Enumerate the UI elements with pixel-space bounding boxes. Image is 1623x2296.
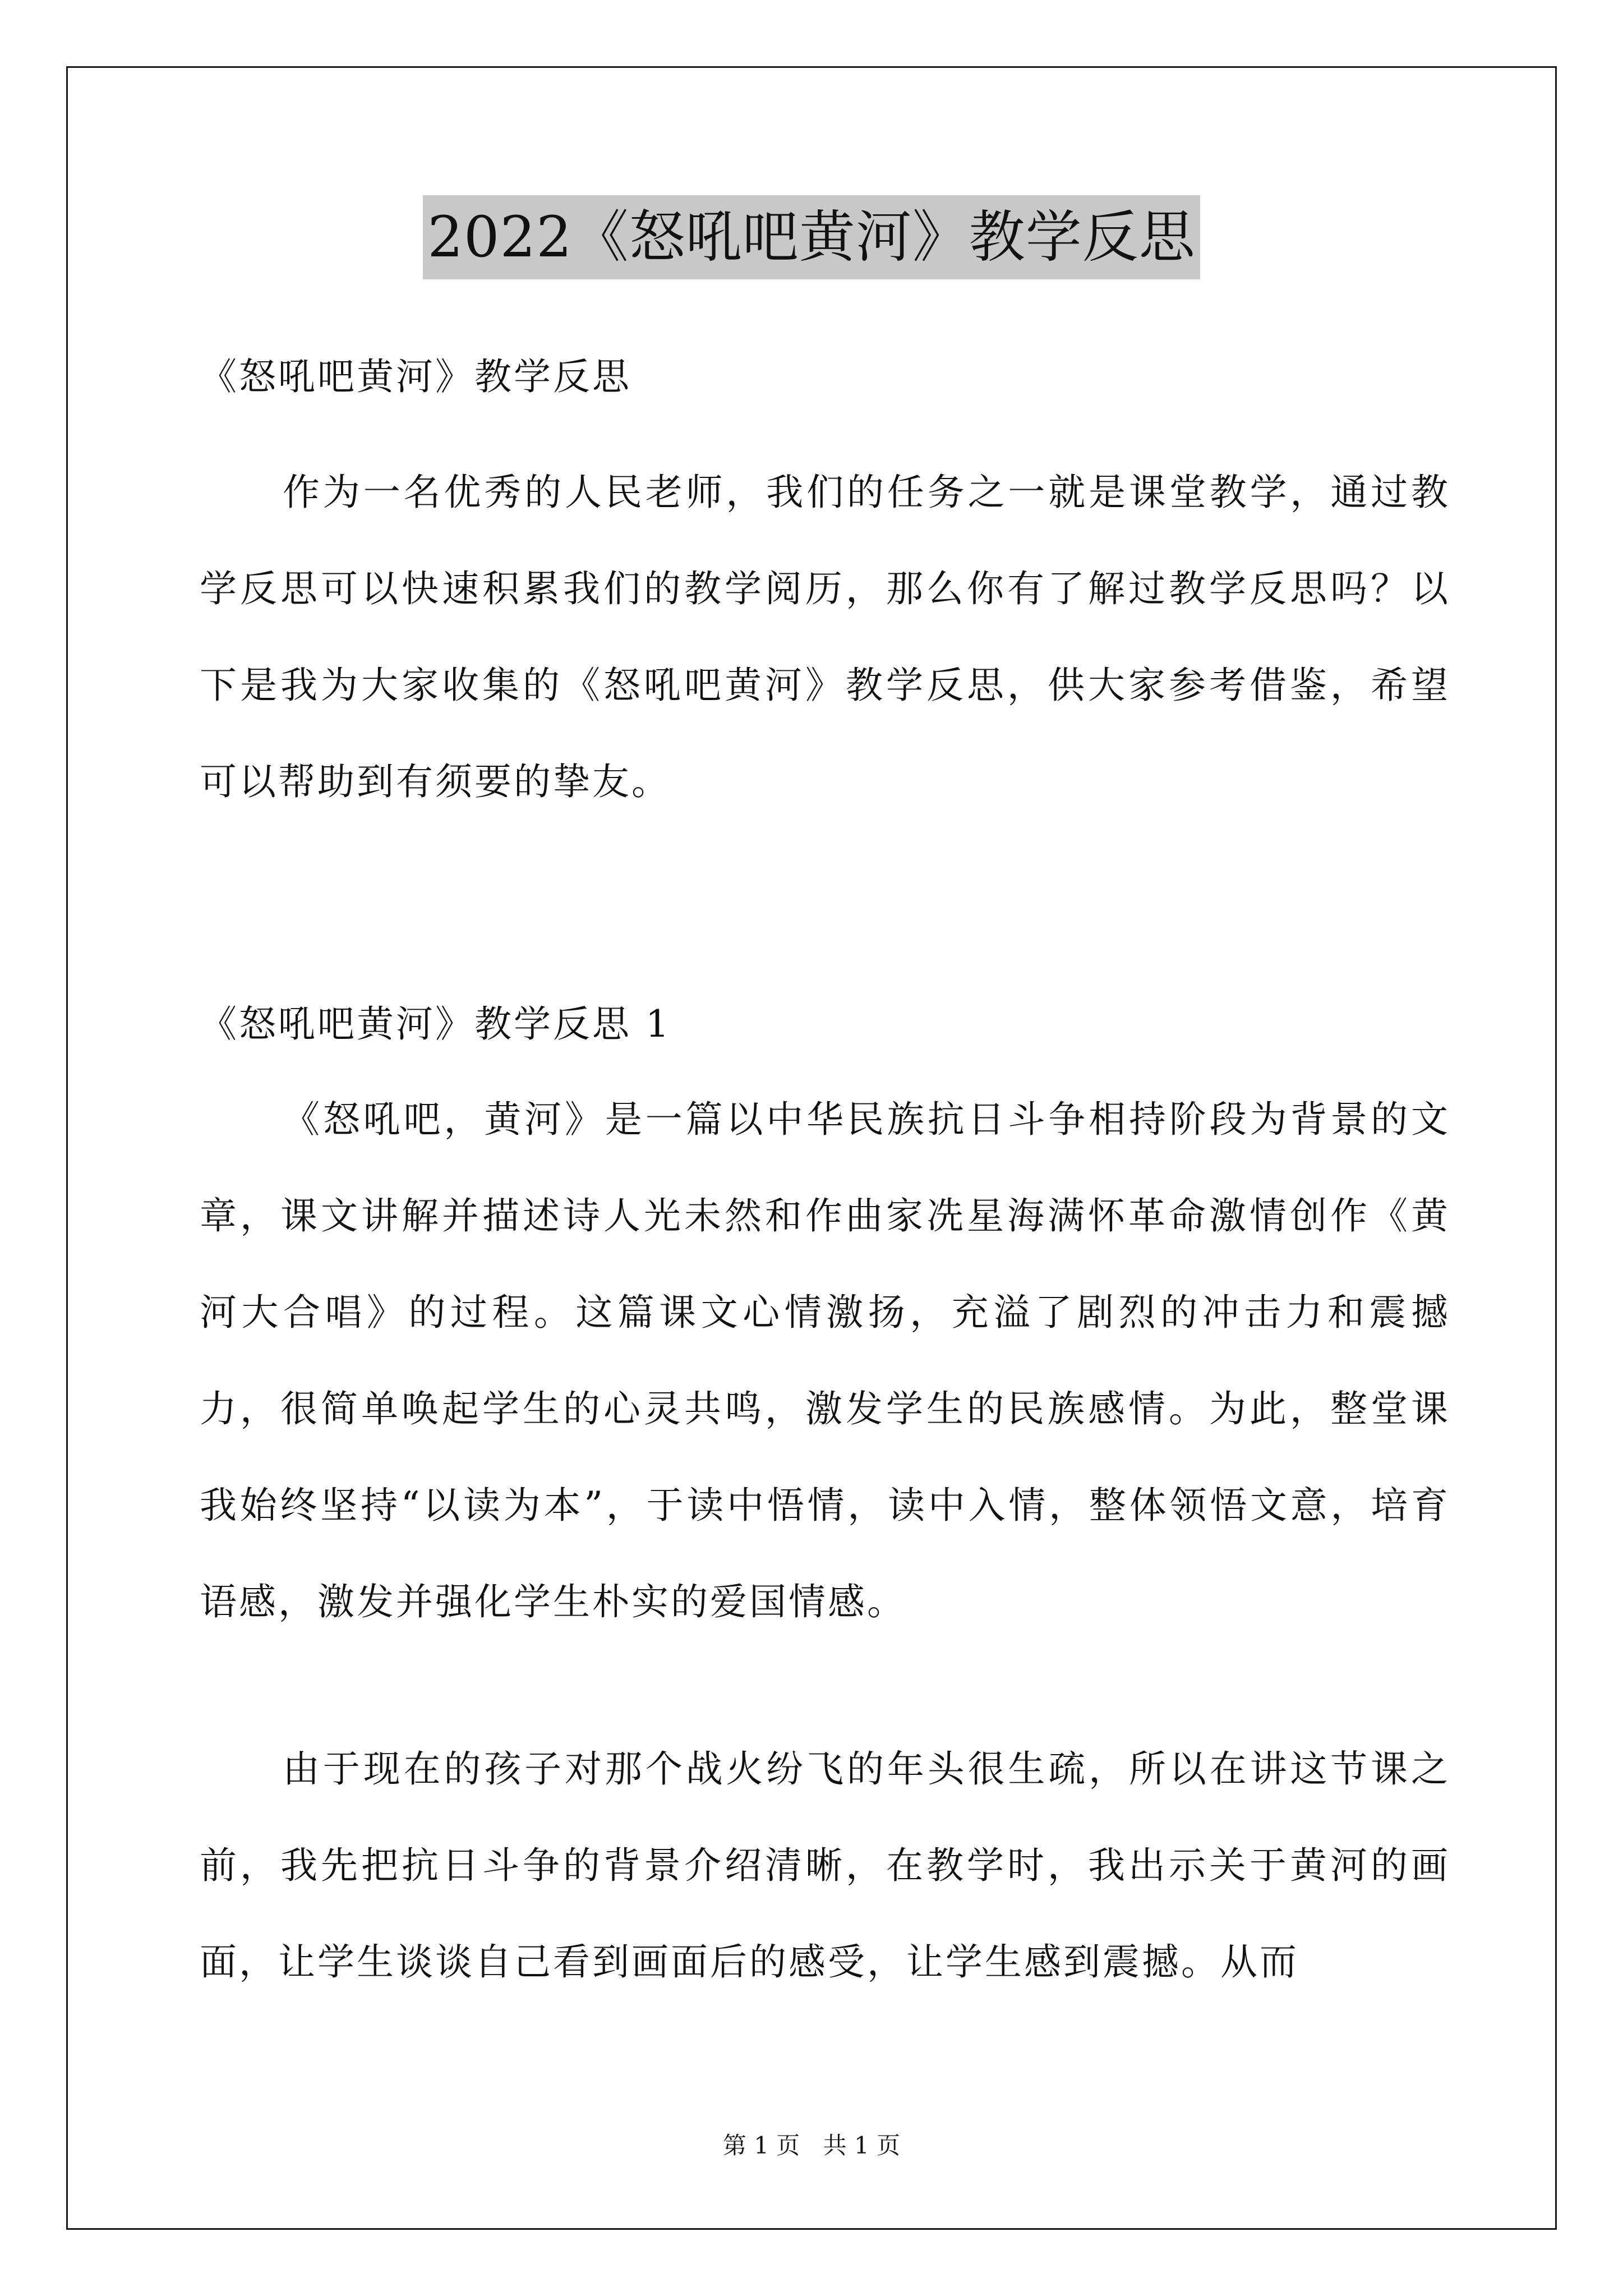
body-paragraph-2: 由于现在的孩子对那个战火纷飞的年头很生疏，所以在讲这节课之前，我先把抗日斗争的背景介绍清晰，在教学时，我出示关于黄河的画面，让学生谈谈自己看到画面后的感受，让学生感到震撼。从而 xyxy=(200,1747,1450,1984)
document-title: 2022《怒吼吧黄河》教学反思 xyxy=(423,195,1200,279)
page-total: 共 1 页 xyxy=(823,2132,901,2159)
page-number: 第 1 页 xyxy=(722,2132,800,2159)
section-heading: 《怒吼吧黄河》教学反思 1 xyxy=(200,1002,671,1046)
body-paragraph-1: 《怒吼吧，黄河》是一篇以中华民族抗日斗争相持阶段为背景的文章，课文讲解并描述诗人光未然和作曲家冼星海满怀革命激情创作《黄河大合唱》的过程。这篇课文心情激扬，充溢了剧烈的冲击力和震撼力，很简单唤起学生的心灵共鸣，激发学生的民族感情。为此，整堂课我始终坚持“以读为本”，于读中悟情，读中入情，整体领悟文意，培育语感，激发并强化学生朴实的爱国情感。 xyxy=(200,1098,1450,1623)
intro-paragraph: 作为一名优秀的人民老师，我们的任务之一就是课堂教学，通过教学反思可以快速积累我们的教学阅历，那么你有了解过教学反思吗？以下是我为大家收集的《怒吼吧黄河》教学反思，供大家参考借鉴，希望可以帮助到有须要的挚友。 xyxy=(200,471,1450,803)
document-subtitle: 《怒吼吧黄河》教学反思 xyxy=(200,355,631,398)
page-footer xyxy=(0,2129,1623,2162)
title-wrap xyxy=(0,195,1623,279)
